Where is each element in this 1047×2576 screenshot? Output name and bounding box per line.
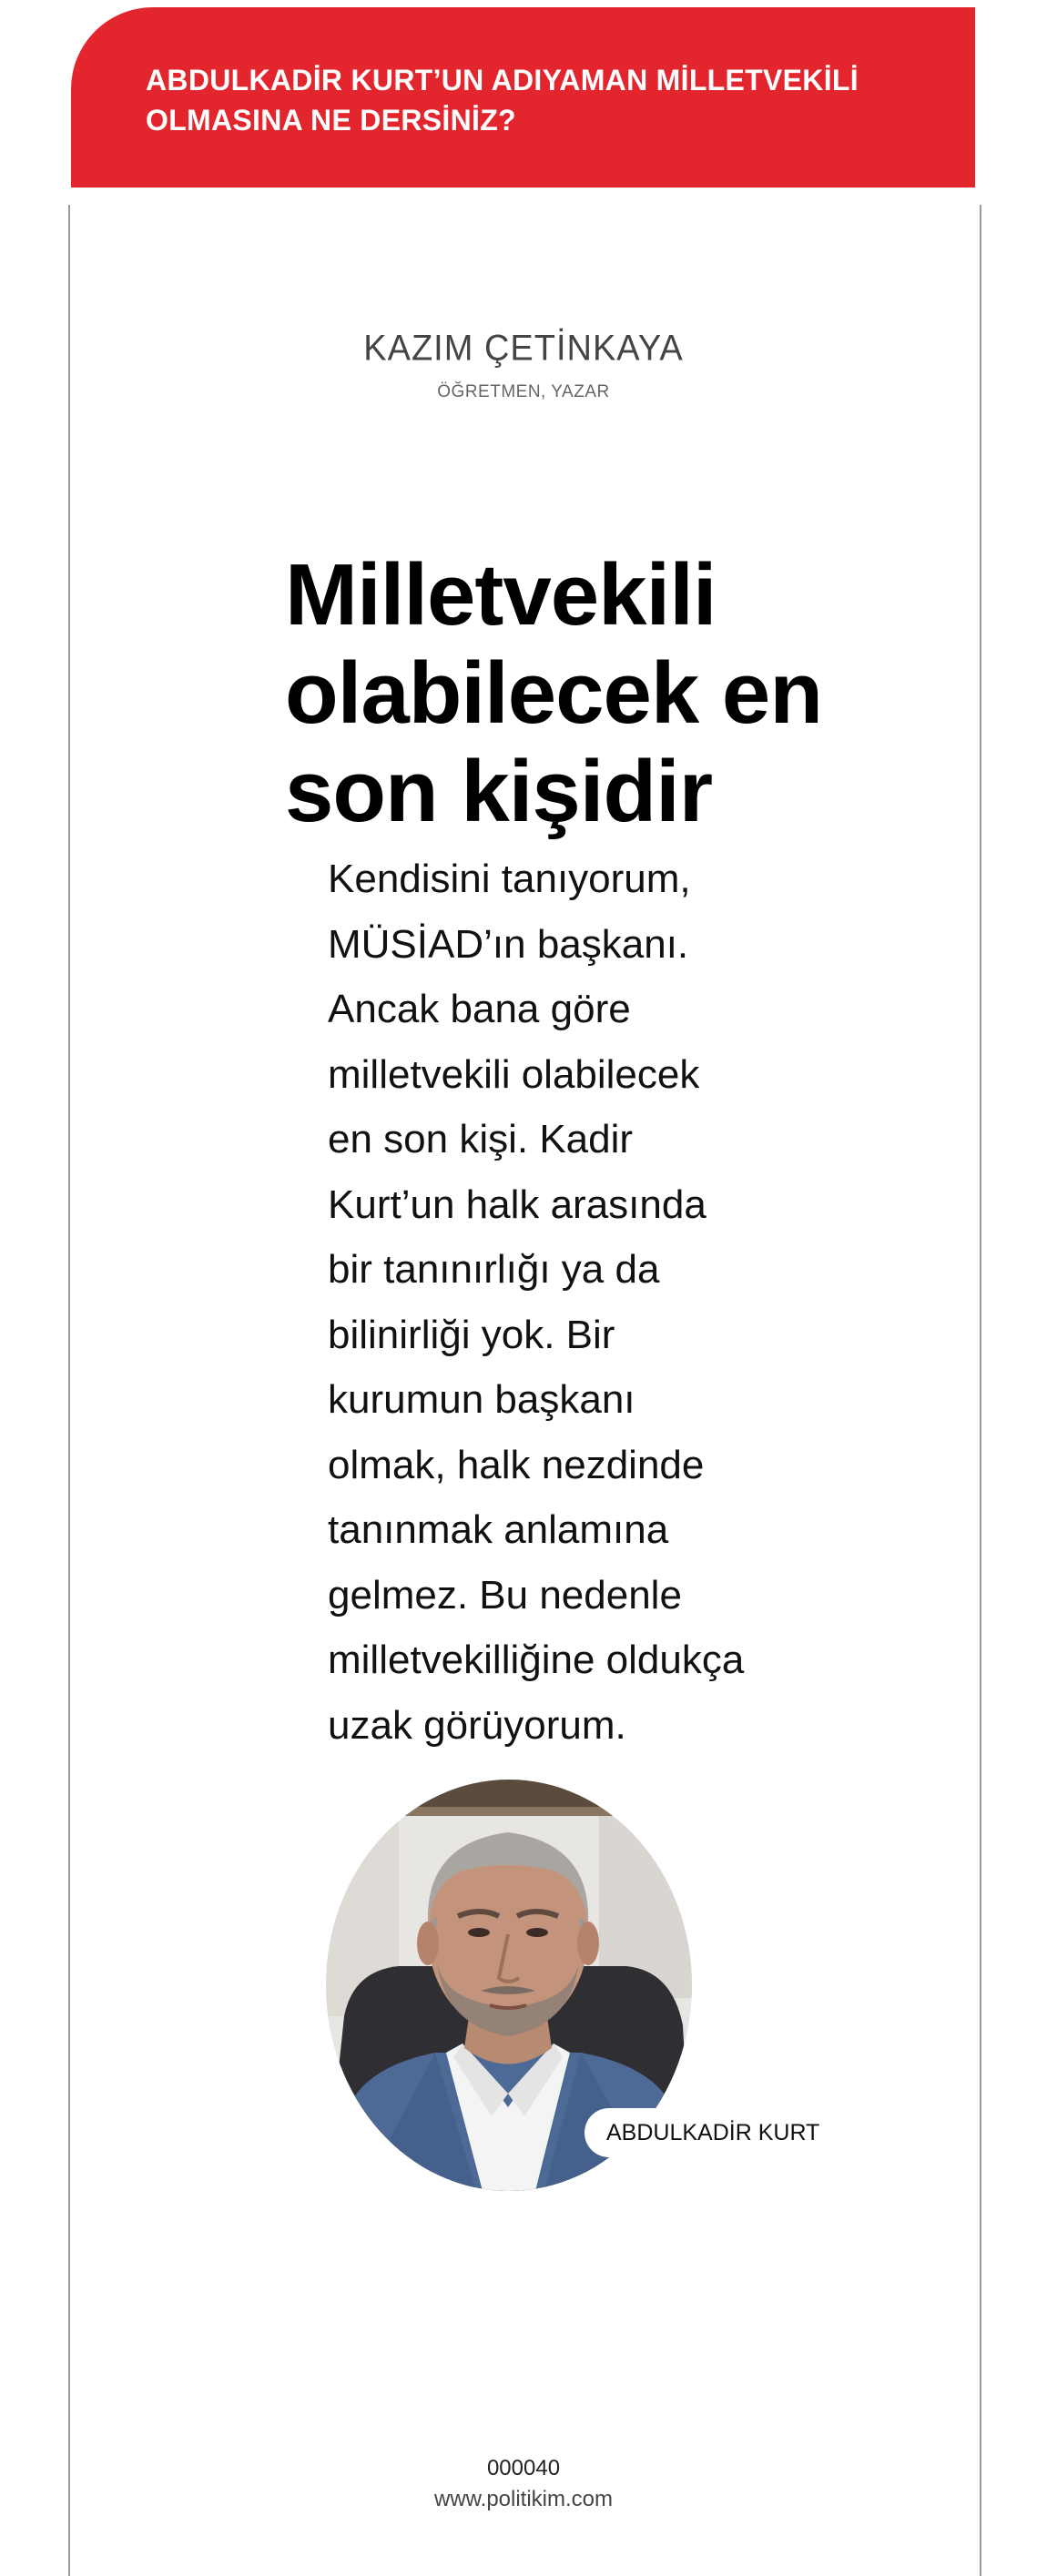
article-headline: Milletvekili olabilecek en son kişidir	[285, 546, 822, 840]
photo-caption: ABDULKADİR KURT	[584, 2108, 839, 2157]
header-banner	[71, 7, 975, 188]
author-name: KAZIM ÇETİNKAYA	[363, 328, 684, 370]
author-role: ÖĞRETMEN, YAZAR	[437, 382, 610, 401]
page-number: 000040	[486, 2456, 561, 2480]
banner-title: ABDULKADİR KURT’UN ADIYAMAN MİLLETVEKİLİ OLMASINA NE DERSİNİZ?	[146, 64, 859, 137]
article-body: Kendisini tanıyorum, MÜSİAD’ın başkanı. Ancak bana göre milletvekili olabilecek en son kişi. Kadir Kurt’un halk arasında bir tanınırlığı ya da bilinirliği yok. Bir kurumun başkanı olmak, halk nezdinde tanınmak anlamına gelmez. Bu nedenle milletvekilliğine oldukça uzak görüyorum.	[328, 857, 745, 1748]
website-link[interactable]: www.politikim.com	[433, 2487, 614, 2511]
